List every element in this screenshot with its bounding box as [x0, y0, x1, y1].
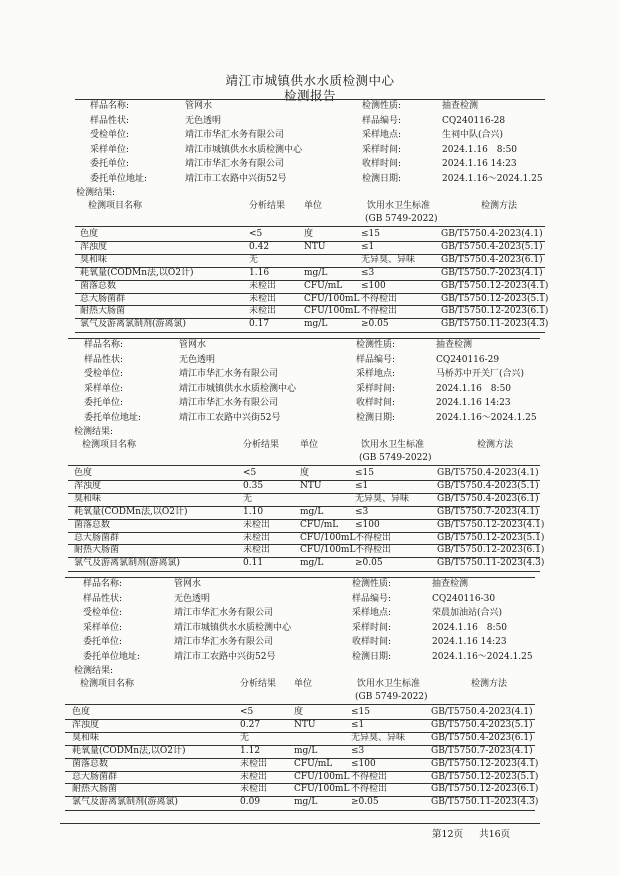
table-row-standard: 无异臭、异味: [361, 254, 416, 265]
table-row-item: 耐热大肠菌: [74, 545, 120, 556]
label-sampling_time: 采样时间:: [356, 383, 396, 394]
table-row-standard: ≥0.05: [351, 797, 379, 808]
value-commissioner_address: 靖江市工农路中兴街52号: [174, 651, 276, 662]
table-row-unit: 度: [300, 468, 310, 478]
label-sample_name: 样品名称:: [90, 101, 130, 111]
value-commissioner: 靖江市华汇水务有限公司: [174, 637, 274, 647]
table-row-standard: 不得检出: [361, 293, 398, 304]
page-subtitle: 检测报告: [283, 88, 336, 103]
table-row-unit: CFU/mL: [304, 280, 343, 291]
table-row-method: GB/T5750.4-2023(4.1): [431, 707, 533, 717]
table-row-standard: 不得检出: [355, 545, 392, 556]
value-sampler: 靖江市城镇供水水质检测中心: [174, 622, 292, 633]
value-commissioner: 靖江市华汇水务有限公司: [185, 159, 285, 169]
table-row-result: 未检出: [240, 758, 268, 769]
value-sampling_site: 生祠中队(合兴): [442, 130, 504, 140]
table-row-standard: ≤15: [351, 707, 370, 717]
table-row-standard: ≤100: [351, 758, 376, 769]
table-row-method: GB/T5750.11-2023(4.3): [437, 558, 545, 569]
col-standard-header: 饮用水卫生标准: [361, 440, 425, 450]
table-row-result: 无: [240, 732, 250, 743]
table-row-result: 1.16: [249, 267, 270, 278]
label-sampling_site: 采样地点:: [352, 608, 392, 618]
table-row-unit: NTU: [300, 480, 322, 491]
table-row-item: 臭和味: [80, 254, 108, 265]
table-row-method: GB/T5750.7-2023(4.1): [431, 745, 533, 756]
table-row-unit: mg/L: [300, 558, 324, 569]
label-sampler: 采样单位:: [90, 144, 130, 155]
table-row-standard: ≥0.05: [355, 558, 383, 569]
label-commissioner_address: 委托单位地址:: [84, 412, 142, 423]
table-row-standard: ≤100: [361, 280, 386, 291]
table-row-method: GB/T5750.12-2023(6.1): [437, 545, 545, 556]
label-sampling_time: 采样时间:: [352, 622, 392, 633]
table-row-method: GB/T5750.4-2023(6.1): [441, 254, 543, 265]
label-client: 受检单位:: [90, 130, 130, 140]
table-row-method: GB/T5750.4-2023(5.1): [431, 719, 533, 730]
results-label: 检测结果:: [76, 188, 116, 198]
col-standard-ref: (GB 5749-2022): [359, 453, 432, 463]
table-row-standard: ≤1: [361, 241, 375, 252]
label-client: 受检单位:: [84, 369, 124, 379]
table-row-unit: mg/L: [304, 267, 328, 278]
table-row-item: 浑浊度: [80, 241, 108, 252]
results-label: 检测结果:: [74, 666, 114, 676]
table-row-result: 0.35: [243, 480, 264, 491]
table-row-item: 耗氧量(CODMn法,以O2计): [72, 745, 186, 756]
table-row-result: 未检出: [249, 293, 277, 304]
col-unit-header: 单位: [294, 679, 313, 689]
col-item-header: 检测项目名称: [88, 201, 143, 211]
table-row-method: GB/T5750.4-2023(5.1): [437, 480, 539, 491]
value-receipt_time: 2024.1.16 14:23: [432, 637, 507, 647]
table-row-item: 总大肠菌群: [72, 771, 118, 782]
table-row-method: GB/T5750.12-2023(6.1): [441, 306, 549, 317]
results-label: 检测结果:: [74, 427, 114, 437]
table-row-result: 0.27: [240, 719, 261, 730]
label-sample_state: 样品性状:: [90, 115, 130, 126]
table-row-standard: ≤3: [361, 267, 375, 278]
label-sample_no: 样品编号:: [362, 115, 402, 126]
table-row-unit: CFU/100mL: [300, 545, 356, 556]
section-bottom-rule: [68, 571, 540, 572]
col-standard-ref: (GB 5749-2022): [355, 692, 428, 702]
table-row-result: <5: [243, 468, 257, 478]
label-test_date: 检测日期:: [362, 173, 402, 184]
label-test_date: 检测日期:: [356, 412, 396, 423]
table-row-unit: 度: [304, 229, 314, 239]
table-row-item: 浑浊度: [74, 480, 102, 491]
table-row-unit: CFU/mL: [294, 758, 333, 769]
value-sampling_time: 2024.1.16 8:50: [432, 622, 508, 633]
table-row-item: 菌落总数: [80, 280, 117, 291]
table-row-method: GB/T5750.4-2023(6.1): [431, 732, 533, 743]
table-row-standard: ≤1: [351, 719, 365, 730]
table-row-method: GB/T5750.4-2023(4.1): [441, 229, 543, 239]
table-row-method: GB/T5750.11-2023(4.3): [441, 319, 549, 330]
table-row-unit: CFU/100mL: [304, 306, 360, 317]
col-result-header: 分析结果: [249, 201, 286, 211]
table-row-method: GB/T5750.4-2023(6.1): [437, 493, 539, 504]
table-row-unit: mg/L: [294, 797, 318, 808]
label-sampler: 采样单位:: [83, 622, 123, 633]
value-client: 靖江市华汇水务有限公司: [185, 130, 285, 140]
label-sample_name: 样品名称:: [84, 340, 124, 350]
table-row-standard: ≤15: [355, 468, 374, 478]
value-sampler: 靖江市城镇供水水质检测中心: [185, 144, 303, 155]
label-client: 受检单位:: [83, 608, 123, 618]
table-row-method: GB/T5750.4-2023(5.1): [441, 241, 543, 252]
label-commissioner: 委托单位:: [83, 637, 123, 647]
value-commissioner_address: 靖江市工农路中兴街52号: [179, 412, 281, 423]
label-test_nature: 检测性质:: [362, 101, 402, 111]
label-sampling_time: 采样时间:: [362, 144, 402, 155]
table-row-item: 耐热大肠菌: [72, 784, 118, 795]
value-commissioner_address: 靖江市工农路中兴街52号: [185, 173, 287, 184]
label-commissioner_address: 委托单位地址:: [83, 651, 141, 662]
table-row-item: 色度: [74, 468, 93, 478]
col-method-header: 检测方法: [477, 440, 514, 450]
label-test_date: 检测日期:: [352, 651, 392, 662]
table-row-unit: mg/L: [294, 745, 318, 756]
col-method-header: 检测方法: [481, 201, 518, 211]
section-bottom-rule: [75, 332, 545, 333]
value-receipt_time: 2024.1.16 14:23: [436, 398, 511, 408]
label-commissioner_address: 委托单位地址:: [90, 173, 148, 184]
value-sample_no: CQ240116-29: [436, 354, 500, 365]
table-row-standard: ≤100: [355, 519, 380, 530]
table-row-method: GB/T5750.12-2023(4.1): [441, 280, 549, 291]
table-row-result: 0.09: [240, 797, 261, 808]
label-commissioner: 委托单位:: [90, 159, 130, 169]
table-row-item: 氯气及游离氯制剂(游离氯): [80, 319, 187, 330]
value-client: 靖江市华汇水务有限公司: [179, 369, 279, 379]
value-sampler: 靖江市城镇供水水质检测中心: [179, 383, 297, 394]
section-top-rule: [75, 99, 545, 100]
table-row-result: <5: [249, 229, 263, 239]
value-sampling_site: 马桥苏中开关厂(合兴): [436, 369, 525, 379]
table-row-result: 0.42: [249, 241, 270, 252]
value-test_date: 2024.1.16～2024.1.25: [442, 173, 543, 184]
table-row-method: GB/T5750.7-2023(4.1): [437, 506, 539, 517]
table-row-standard: ≥0.05: [361, 319, 389, 330]
table-row-item: 耗氧量(CODMn法,以O2计): [74, 506, 188, 517]
table-row-item: 臭和味: [72, 732, 100, 743]
value-sample_state: 无色透明: [185, 115, 222, 126]
table-header-rule: [75, 226, 545, 227]
table-row-method: GB/T5750.12-2023(5.1): [431, 771, 539, 782]
table-row-unit: CFU/mL: [300, 519, 339, 530]
table-row-result: <5: [240, 707, 254, 717]
table-row-result: 未检出: [240, 771, 268, 782]
label-commissioner: 委托单位:: [84, 398, 124, 408]
value-test_nature: 抽查检测: [432, 579, 469, 589]
table-row-method: GB/T5750.11-2023(4.3): [431, 797, 539, 808]
value-sample_state: 无色透明: [179, 354, 216, 365]
table-row-method: GB/T5750.12-2023(4.1): [437, 519, 545, 530]
table-row-item: 耗氧量(CODMn法,以O2计): [80, 267, 194, 278]
value-test_nature: 抽查检测: [436, 340, 473, 350]
table-row-unit: mg/L: [304, 319, 328, 330]
table-row-item: 耐热大肠菌: [80, 306, 126, 317]
table-row-method: GB/T5750.12-2023(5.1): [437, 532, 545, 543]
table-row-method: GB/T5750.12-2023(4.1): [431, 758, 539, 769]
table-row-standard: 无异臭、异味: [351, 732, 406, 743]
table-row-item: 氯气及游离氯制剂(游离氯): [72, 797, 179, 808]
table-row-result: 未检出: [249, 280, 277, 291]
table-row-unit: 度: [294, 707, 304, 717]
table-row-unit: NTU: [294, 719, 316, 730]
value-commissioner: 靖江市华汇水务有限公司: [179, 398, 279, 408]
value-sampling_site: 荣晨加油站(合兴): [432, 608, 503, 618]
table-row-unit: mg/L: [300, 506, 324, 517]
label-sampler: 采样单位:: [84, 383, 124, 394]
table-row-standard: 不得检出: [351, 784, 388, 795]
col-item-header: 检测项目名称: [82, 440, 137, 450]
table-row-unit: CFU/100mL: [304, 293, 360, 304]
value-client: 靖江市华汇水务有限公司: [174, 608, 274, 618]
value-test_date: 2024.1.16～2024.1.25: [436, 412, 537, 423]
value-sample_name: 管网水: [179, 340, 207, 350]
col-item-header: 检测项目名称: [80, 679, 135, 689]
table-row-method: GB/T5750.12-2023(5.1): [441, 293, 549, 304]
page-total: 共16页: [479, 829, 511, 840]
table-header-rule: [68, 465, 540, 466]
label-sample_state: 样品性状:: [84, 354, 124, 365]
value-test_nature: 抽查检测: [442, 101, 479, 111]
table-row-result: 未检出: [243, 545, 271, 556]
col-method-header: 检测方法: [471, 679, 508, 689]
table-row-unit: CFU/100mL: [294, 784, 350, 795]
label-sample_state: 样品性状:: [83, 593, 123, 604]
label-test_nature: 检测性质:: [356, 340, 396, 350]
label-receipt_time: 收样时间:: [362, 159, 402, 169]
value-sampling_time: 2024.1.16 8:50: [442, 144, 518, 155]
section-bottom-rule: [65, 810, 535, 811]
page-title: 靖江市城镇供水水质检测中心: [225, 73, 395, 88]
table-row-result: 0.11: [243, 558, 264, 569]
col-standard-header: 饮用水卫生标准: [367, 201, 431, 211]
table-row-standard: 不得检出: [351, 771, 388, 782]
col-standard-header: 饮用水卫生标准: [357, 679, 421, 689]
section-top-rule: [68, 338, 540, 339]
table-row-unit: CFU/100mL: [300, 532, 356, 543]
table-row-method: GB/T5750.4-2023(4.1): [437, 468, 539, 478]
label-sampling_site: 采样地点:: [356, 369, 396, 379]
table-row-result: 未检出: [240, 784, 268, 795]
value-sample_state: 无色透明: [174, 593, 211, 604]
label-receipt_time: 收样时间:: [352, 637, 392, 647]
table-row-result: 1.10: [243, 506, 264, 517]
table-row-result: 1.12: [240, 745, 261, 756]
table-row-standard: ≤3: [355, 506, 369, 517]
section-top-rule: [65, 577, 535, 578]
table-row-standard: 不得检出: [361, 306, 398, 317]
table-row-method: GB/T5750.12-2023(6.1): [431, 784, 539, 795]
table-row-result: 无: [249, 254, 259, 265]
label-sample_name: 样品名称:: [83, 579, 123, 589]
table-row-item: 色度: [72, 707, 91, 717]
value-sampling_time: 2024.1.16 8:50: [436, 383, 512, 394]
label-receipt_time: 收样时间:: [356, 398, 396, 408]
value-sample_no: CQ240116-30: [432, 593, 496, 604]
table-row-result: 未检出: [243, 532, 271, 543]
value-sample_name: 管网水: [174, 579, 202, 589]
col-standard-ref: (GB 5749-2022): [365, 214, 438, 224]
footer-rule: [60, 823, 540, 824]
table-row-item: 色度: [80, 229, 99, 239]
table-row-item: 总大肠菌群: [74, 532, 120, 543]
table-row-standard: ≤15: [361, 229, 380, 239]
value-sample_name: 管网水: [185, 101, 213, 111]
table-row-result: 无: [243, 493, 253, 504]
table-row-item: 菌落总数: [72, 758, 109, 769]
table-row-item: 总大肠菌群: [80, 293, 126, 304]
table-row-standard: ≤3: [351, 745, 365, 756]
label-test_nature: 检测性质:: [352, 579, 392, 589]
table-row-item: 菌落总数: [74, 519, 111, 530]
table-row-item: 浑浊度: [72, 719, 100, 730]
table-row-standard: 不得检出: [355, 532, 392, 543]
table-row-item: 氯气及游离氯制剂(游离氯): [74, 558, 181, 569]
table-row-standard: ≤1: [355, 480, 369, 491]
label-sample_no: 样品编号:: [352, 593, 392, 604]
col-result-header: 分析结果: [243, 440, 280, 450]
table-row-method: GB/T5750.7-2023(4.1): [441, 267, 543, 278]
col-result-header: 分析结果: [240, 679, 277, 689]
table-row-result: 未检出: [249, 306, 277, 317]
table-row-standard: 无异臭、异味: [355, 493, 410, 504]
value-receipt_time: 2024.1.16 14:23: [442, 159, 517, 169]
table-row-result: 0.17: [249, 319, 270, 330]
table-header-rule: [65, 704, 535, 705]
page-footer: [432, 826, 526, 840]
label-sample_no: 样品编号:: [356, 354, 396, 365]
value-sample_no: CQ240116-28: [442, 115, 506, 126]
col-unit-header: 单位: [304, 201, 323, 211]
col-unit-header: 单位: [300, 440, 319, 450]
table-row-item: 臭和味: [74, 493, 102, 504]
table-row-unit: CFU/100mL: [294, 771, 350, 782]
table-row-unit: NTU: [304, 241, 326, 252]
label-sampling_site: 采样地点:: [362, 130, 402, 140]
page-number: 第12页: [432, 829, 464, 840]
value-test_date: 2024.1.16～2024.1.25: [432, 651, 533, 662]
table-row-result: 未检出: [243, 519, 271, 530]
